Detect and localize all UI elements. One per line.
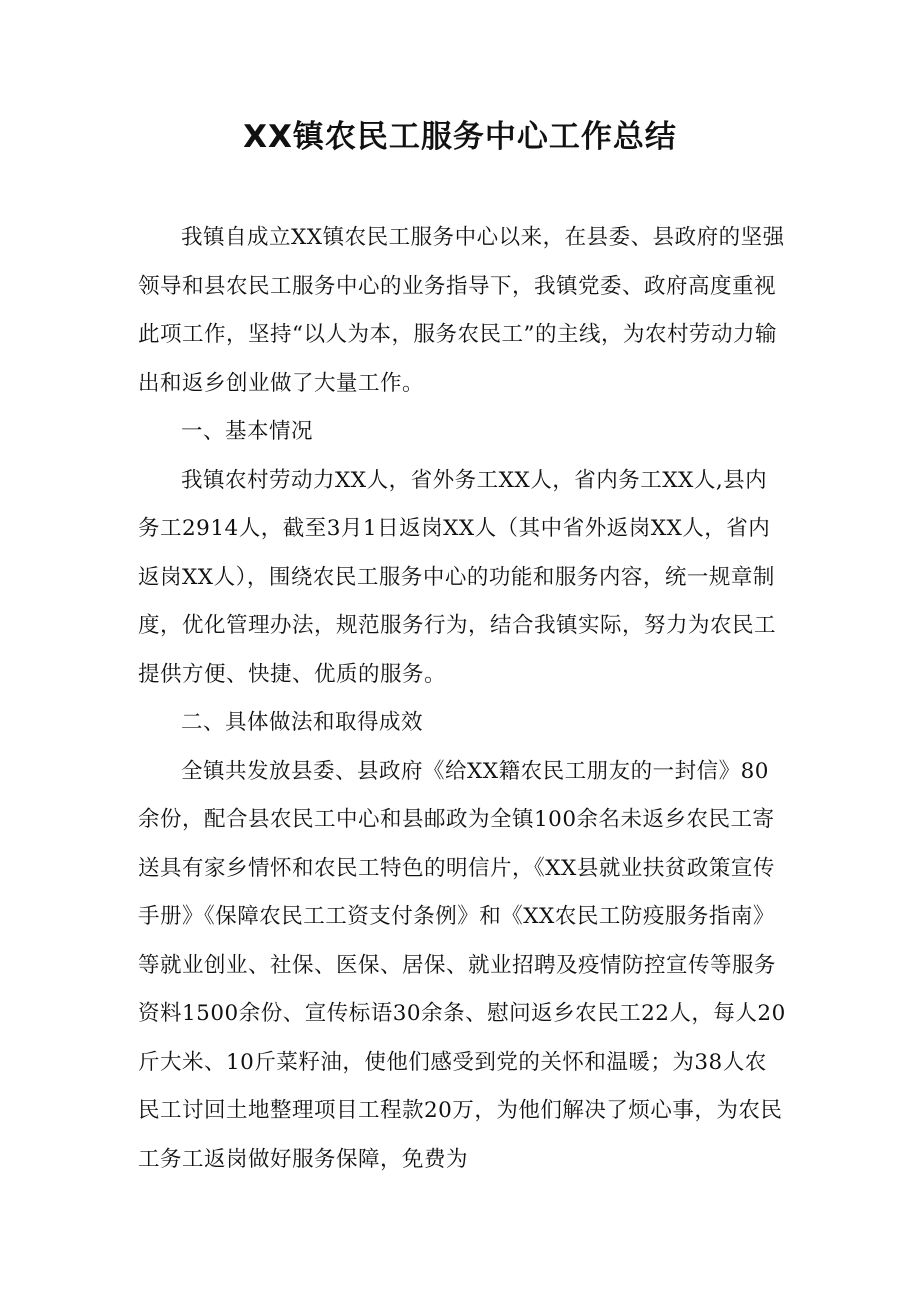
basic-situation-paragraph: 我镇农村劳动力XX人，省外务工XX人，省内务工XX人,县内务工2914人，截至3月1日返岗XX人（其中省外返岗XX人，省内返岗XX人），围绕农民工服务中心的功能和服务内容，统一规章制度，优化管理办法，规范服务行为，结合我镇实际，努力为农民工提供方便、快捷、优质的服务。: [138, 467, 777, 687]
section-heading-practices-results: 二、具体做法和取得成效: [181, 710, 424, 735]
document-body: [138, 214, 788, 1184]
document-title: XX镇农民工服务中心工作总结: [243, 119, 677, 155]
practices-results-paragraph: 全镇共发放县委、县政府《给XX籍农民工朋友的一封信》80余份，配合县农民工中心和县邮政为全镇100余名未返乡农民工寄送具有家乡情怀和农民工特色的明信片，《XX县就业扶贫政策宣传手册》《保障农民工工资支付条例》和《XX农民工防疫服务指南》等就业创业、社保、医保、居保、就业招聘及疫情防控宣传等服务资料1500余份、宣传标语30余条、慰问返乡农民工22人，每人20斤大米、10斤菜籽油，使他们感受到党的关怀和温暖；为38人农民工讨回土地整理项目工程款20万，为他们解决了烦心事，为农民工务工返岗做好服务保障，免费为: [138, 758, 786, 1172]
section-heading-basic-situation: 一、基本情况: [181, 419, 314, 444]
intro-paragraph: 我镇自成立XX镇农民工服务中心以来，在县委、县政府的坚强领导和县农民工服务中心的业务指导下，我镇党委、政府高度重视此项工作，坚持“以人为本，服务农民工”的主线，为农村劳动力输出和返乡创业做了大量工作。: [138, 225, 785, 396]
